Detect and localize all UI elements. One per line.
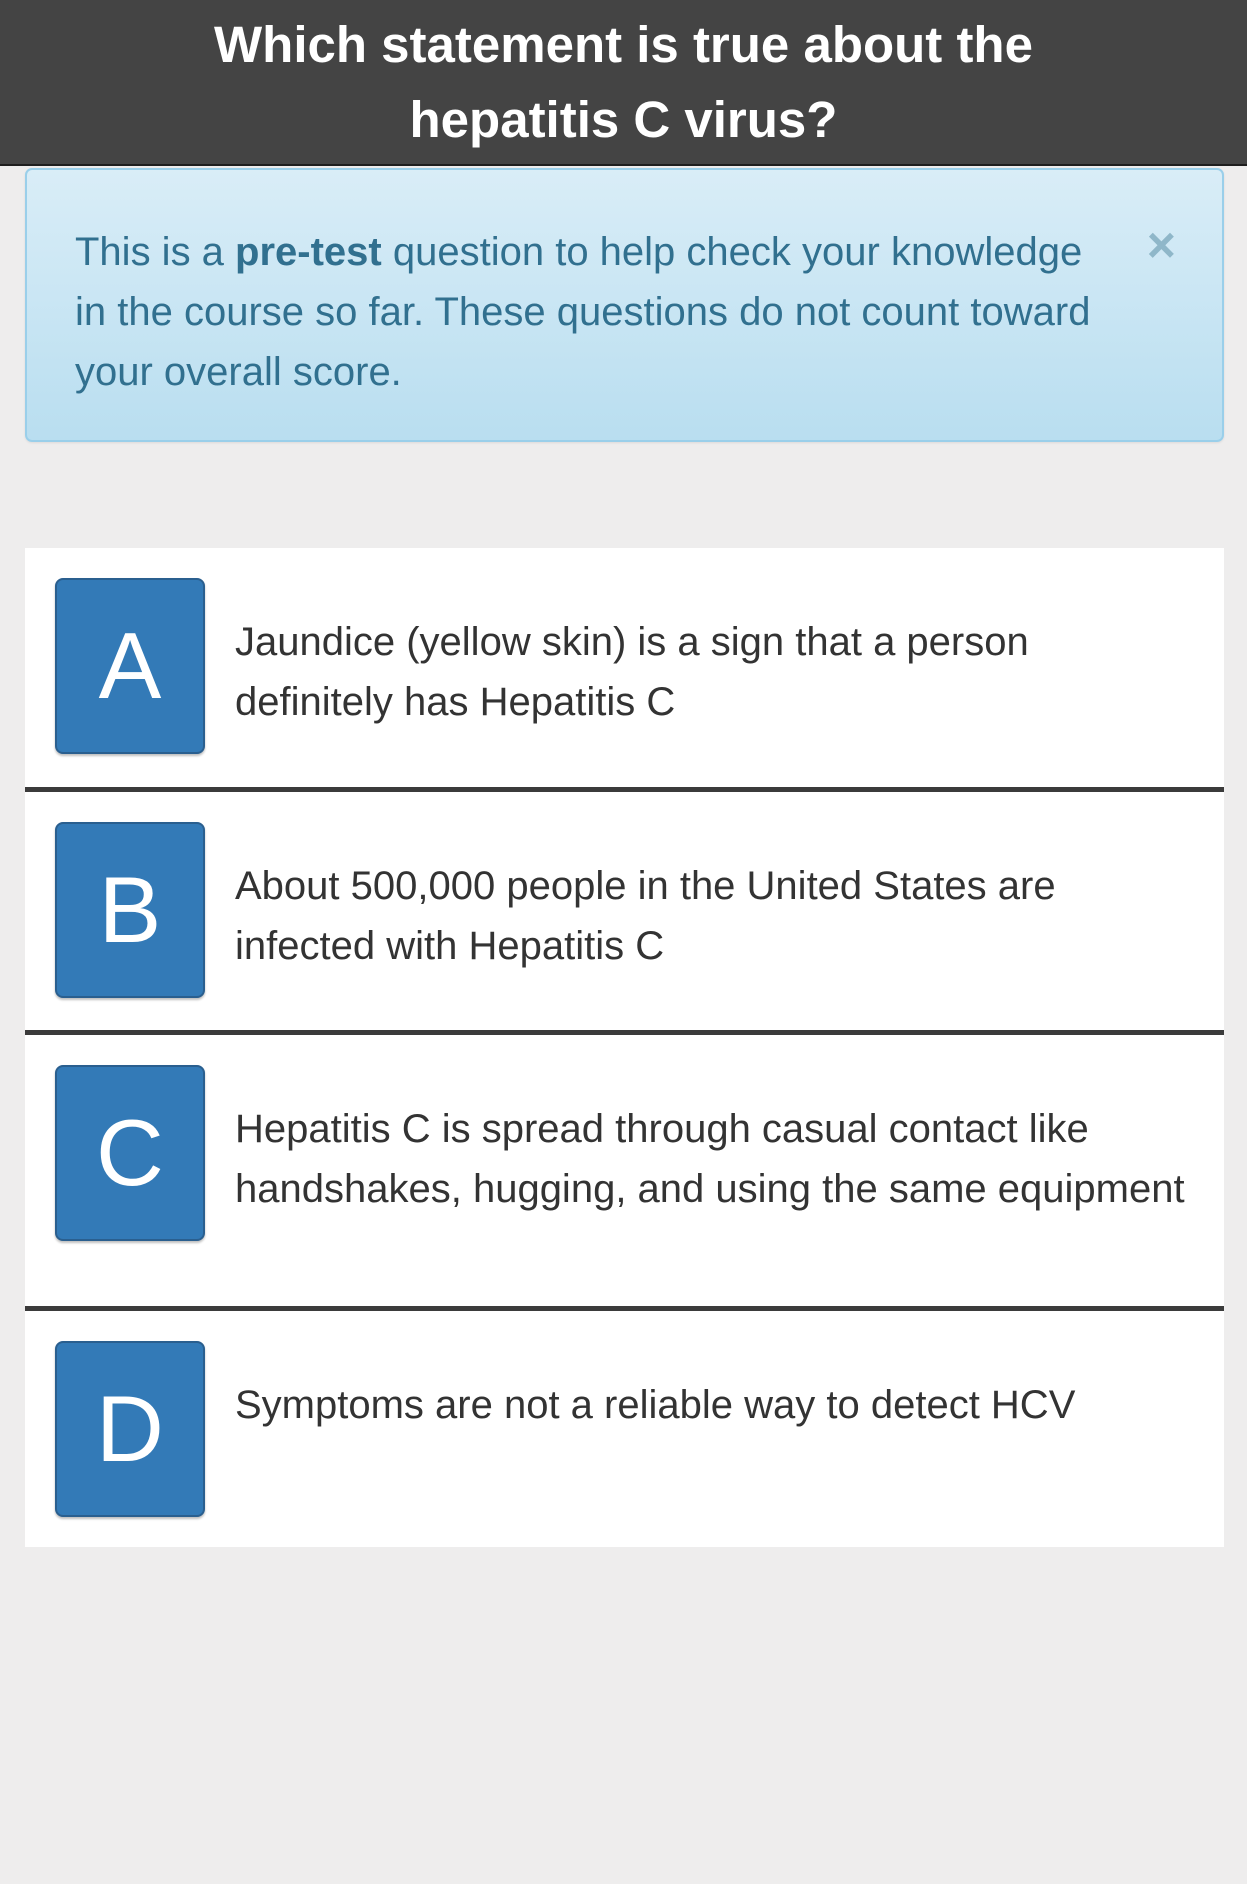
option-c[interactable]: [25, 1035, 1224, 1311]
question-title: Which statement is true about the hepatitis C virus?: [214, 16, 1033, 148]
option-text: Hepatitis C is spread through casual contact like handshakes, hugging, and using the same equipment: [235, 1107, 1185, 1211]
notice-text-after: question to help check your knowledge in the course so far. These questions do not count toward your overall score.: [75, 230, 1091, 394]
option-d[interactable]: [25, 1311, 1224, 1547]
option-letter-badge[interactable]: A: [55, 578, 205, 754]
answer-options: [25, 548, 1224, 1547]
notice-text-before: This is a: [75, 230, 236, 274]
option-letter-badge[interactable]: B: [55, 822, 205, 998]
option-letter-badge[interactable]: D: [55, 1341, 205, 1517]
option-text: About 500,000 people in the United States are infected with Hepatitis C: [235, 864, 1056, 968]
close-icon[interactable]: ×: [1146, 217, 1176, 273]
option-b[interactable]: [25, 792, 1224, 1035]
pretest-notice: [25, 168, 1224, 442]
option-text: Jaundice (yellow skin) is a sign that a person definitely has Hepatitis C: [235, 620, 1029, 724]
notice-text-bold: pre-test: [235, 230, 382, 274]
option-letter-badge[interactable]: C: [55, 1065, 205, 1241]
option-a[interactable]: [25, 548, 1224, 792]
pretest-notice-text: [75, 222, 1095, 402]
option-text: Symptoms are not a reliable way to detect HCV: [235, 1383, 1076, 1427]
question-header: [0, 0, 1247, 166]
